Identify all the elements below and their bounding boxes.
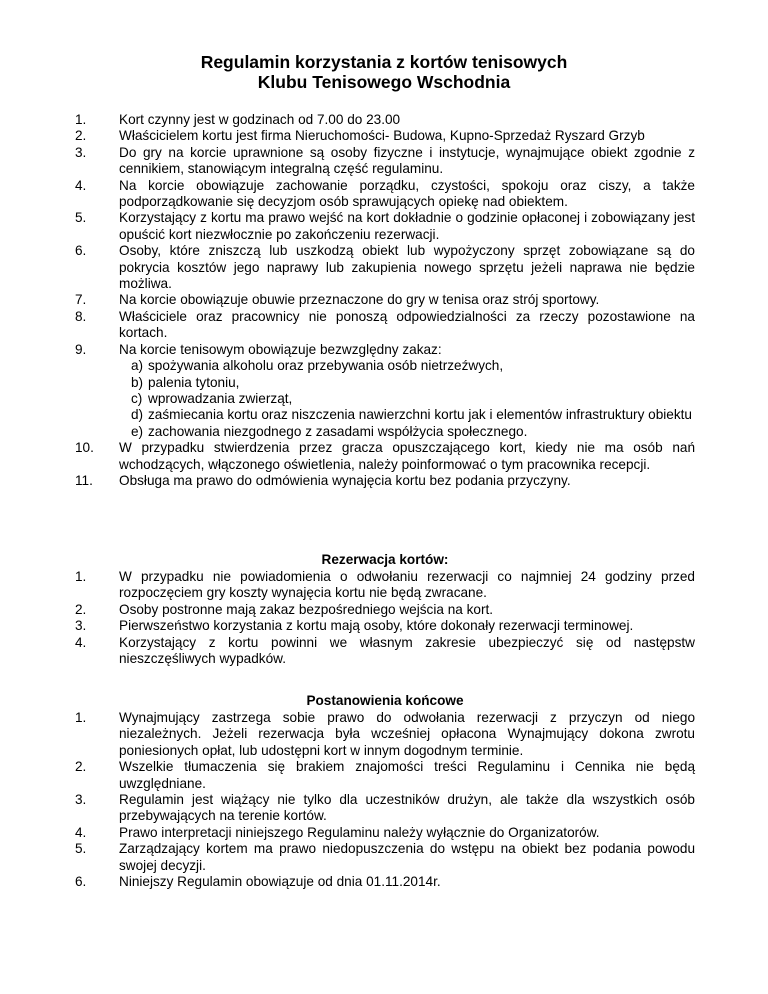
rule-text: Obsługa ma prawo do odmówienia wynajęcia kortu bez podania przyczyny. [119,472,571,488]
rule-item [75,440,695,473]
rule-text: Korzystający z kortu powinni we własnym zakresie ubezpieczyć się od następstw nieszczęśliwych wypadków. [119,634,695,667]
prohibition-item [126,407,695,423]
rule-number: 10. [75,440,94,456]
prohibition-item [126,375,695,391]
reservation-list [75,569,695,667]
prohibition-item [126,358,695,374]
rule-text: Na korcie tenisowym obowiązuje bezwzględny zakaz: [119,341,442,357]
prohibition-text: zaśmiecania kortu oraz niszczenia nawierzchni kortu jak i elementów infrastruktury obiektu [148,407,692,423]
rule-number: 6. [75,874,87,890]
reservation-item [75,569,695,602]
rule-number: 4. [75,824,87,840]
document-title-line-2: Klubu Tenisowego Wschodnia [257,72,511,92]
rule-item [75,112,695,128]
rule-item [75,128,695,144]
prohibition-text: spożywania alkoholu oraz przebywania osób nietrzeźwych, [148,358,504,374]
rule-text: Kort czynny jest w godzinach od 7.00 do 23.00 [119,112,401,127]
rule-number: 11. [75,472,93,488]
rule-item [75,292,695,308]
rule-item [75,309,695,342]
rule-text: Wynajmujący zastrzega sobie prawo do odwołania rezerwacji z przyczyn od niego niezależnych. Jeżeli rezerwacja była wcześniej opłacona Wynajmujący dokona zwrotu poniesionych opłat, lub udostępni kort w innym dogodnym terminie. [119,710,695,758]
rule-item [75,473,695,489]
rule-number: 3. [75,144,87,160]
rule-number: 1. [75,710,87,725]
reservation-item [75,618,695,634]
rule-text: W przypadku nie powiadomienia o odwołaniu rezerwacji co najmniej 24 godziny przed rozpoczęciem gry koszty wynajęcia kortu nie będą zwracane. [119,569,695,601]
final-provision-item [75,759,695,792]
rule-number: 3. [75,792,87,808]
rule-item [75,342,695,358]
rule-number: 2. [75,128,87,144]
prohibition-letter: c) [131,390,143,406]
prohibition-letter: e) [131,423,144,439]
rule-text: W przypadku stwierdzenia przez gracza opuszczającego kort, kiedy nie ma osób nań wchodzących, włączonego oświetlenia, należy poinformować o tym pracownika recepcji. [119,440,695,472]
prohibition-letter: a) [131,358,144,374]
rule-number: 8. [75,308,87,324]
prohibition-letter: b) [131,374,144,390]
final-provision-item [75,874,695,890]
final-provision-item [75,841,695,874]
final-provisions-list [75,710,695,890]
rule-number: 3. [75,618,87,634]
rules-list [75,112,695,489]
rule-text: Korzystający z kortu ma prawo wejść na kort dokładnie o godzinie opłaconej i zobowiązany jest opuścić kort niezwłocznie po zakończeniu rezerwacji. [119,210,695,242]
rule-item [75,210,695,243]
final-provision-item [75,825,695,841]
document-title-line-1: Regulamin korzystania z kortów tenisowych [200,52,568,72]
prohibition-text: wprowadzania zwierząt, [148,390,293,406]
rule-number: 1. [75,112,87,127]
rule-number: 2. [75,601,87,617]
reservation-item [75,602,695,618]
prohibition-letter: d) [131,407,144,423]
rule-number: 9. [75,341,87,357]
final-provision-item [75,710,695,759]
rule-number: 7. [75,292,87,308]
rule-text: Na korcie obowiązuje obuwie przeznaczone do gry w tenisa oraz strój sportowy. [119,292,600,308]
rule-item [75,178,695,211]
rule-text: Pierwszeństwo korzystania z kortu mają osoby, które dokonały rezerwacji terminowej. [119,618,634,634]
rule-text: Do gry na korcie uprawnione są osoby fizyczne i instytucje, wynajmujące obiekt zgodnie z cennikiem, stanowiącym integralną część regulaminu. [119,144,695,177]
rule-number: 5. [75,210,87,226]
rule-text: Właściciele oraz pracownicy nie ponoszą odpowiedzialności za rzeczy pozostawione na kortach. [119,308,695,341]
prohibitions-sublist [126,358,695,440]
section-heading-final-provisions: Postanowienia końcowe [306,693,464,708]
rule-text: Regulamin jest wiążący nie tylko dla uczestników drużyn, ale także dla wszystkich osób przebywających na terenie kortów. [119,792,695,824]
rule-text: Zarządzający kortem ma prawo niedopuszczenia do wstępu na obiekt bez podania powodu swojej decyzji. [119,841,695,873]
section-heading-reservation: Rezerwacja kortów: [321,552,449,567]
prohibition-text: zachowania niezgodnego z zasadami współżycia społecznego. [148,423,528,439]
rule-item [75,145,695,178]
rule-text: Osoby postronne mają zakaz bezpośredniego wejścia na kort. [119,601,494,617]
rule-text: Niniejszy Regulamin obowiązuje od dnia 01.11.2014r. [119,874,441,890]
rule-text: Osoby, które zniszczą lub uszkodzą obiekt lub wypożyczony sprzęt zobowiązane są do pokrycia kosztów jego naprawy lub zakupienia nowego sprzętu jeżeli naprawa nie będzie możliwa. [119,243,695,292]
rule-number: 1. [75,569,87,584]
final-provision-item [75,792,695,825]
rule-number: 6. [75,243,87,259]
prohibition-item [126,391,695,407]
rule-text: Na korcie obowiązuje zachowanie porządku, czystości, spokoju oraz ciszy, a także podporządkowanie się decyzjom osób sprawujących opiekę nad obiektem. [119,177,695,210]
rule-text: Właścicielem kortu jest firma Nieruchomości- Budowa, Kupno-Sprzedaż Ryszard Grzyb [119,128,645,144]
rule-text: Prawo interpretacji niniejszego Regulaminu należy wyłącznie do Organizatorów. [119,824,600,840]
prohibition-text: palenia tytoniu, [148,374,240,390]
rule-text: Wszelkie tłumaczenia się brakiem znajomości treści Regulaminu i Cennika nie będą uwzględniane. [119,759,695,791]
prohibition-item [126,424,695,440]
rule-number: 5. [75,841,87,857]
reservation-item [75,635,695,668]
rule-number: 4. [75,634,87,650]
rule-number: 2. [75,759,87,775]
rule-item [75,243,695,292]
rule-number: 4. [75,177,87,193]
